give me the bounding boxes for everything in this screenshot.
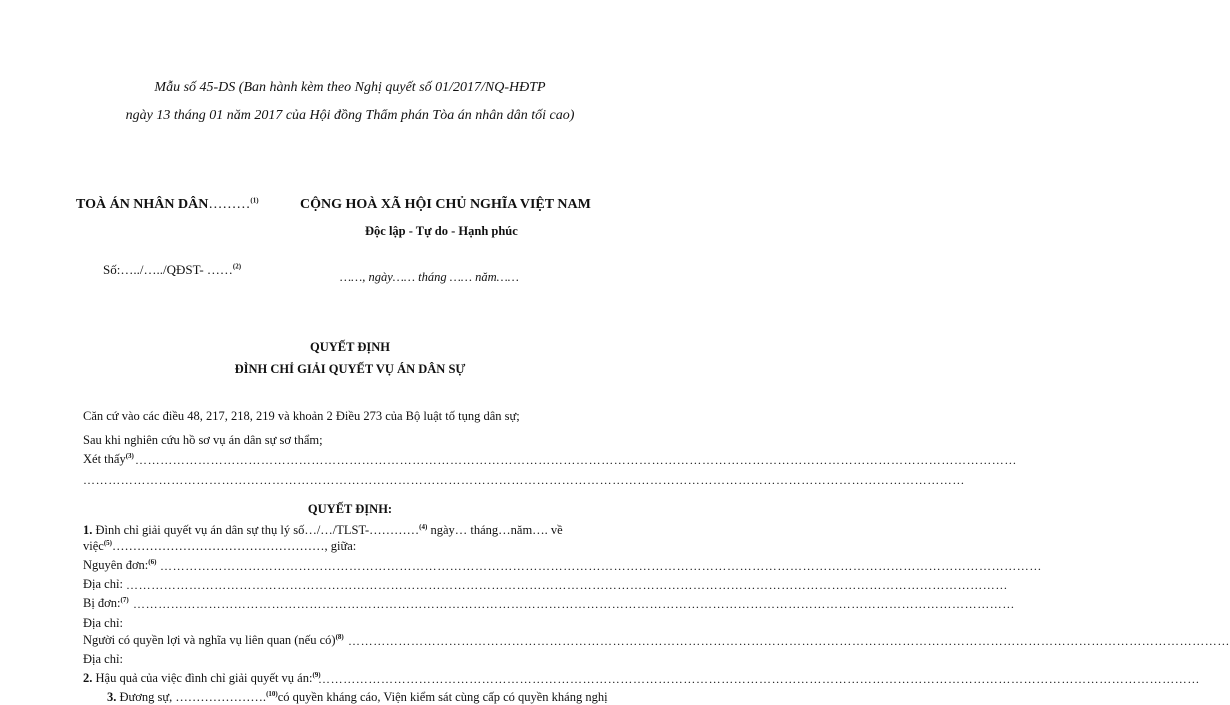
item-3-number: 3. [107, 690, 117, 704]
footnote-5: (5) [103, 538, 112, 547]
court-name [76, 197, 259, 213]
defendant-label-text: Bị đơn: [83, 596, 121, 610]
footnote-10: (10) [266, 689, 278, 698]
decision-number [103, 262, 241, 278]
item-1-tail: ngày… tháng…năm…. về [427, 523, 563, 537]
item-2-number: 2. [83, 671, 93, 685]
item-3-text: Đương sự, …………………. [116, 690, 267, 704]
related-party-fill-line: ………………………………………………………………………………………………………………………………………………………………………………………… [348, 634, 1230, 648]
court-name-dots: ……… [208, 197, 251, 212]
legal-basis: Căn cứ vào các điều 48, 217, 218, 219 và khoản 2 Điều 273 của Bộ luật tố tụng dân sự; [83, 409, 520, 423]
item-3 [107, 690, 608, 705]
item-3-tail: có quyền kháng cáo, Viện kiểm sát cùng cấp có quyền kháng nghị [277, 690, 608, 704]
footnote-8: (8) [335, 632, 344, 641]
template-reference-line1: Mẫu số 45-DS (Ban hành kèm theo Nghị quyết số 01/2017/NQ-HĐTP [154, 80, 546, 95]
plaintiff-label-text: Nguyên đơn: [83, 558, 149, 572]
item-1-number: 1. [83, 523, 93, 537]
nation-name: CỘNG HOÀ XÃ HỘI CHỦ NGHĨA VIỆT NAM [300, 197, 591, 212]
item-1 [83, 523, 563, 538]
defendant-fill-line: ………………………………………………………………………………………………………………………………………………………………………………………… [133, 597, 1015, 611]
item-1-line-2-tail: ……………………………………………, giữa: [112, 539, 357, 553]
plaintiff-fill-line: ………………………………………………………………………………………………………………………………………………………………………………………… [160, 559, 1042, 573]
finding-fill-line-2: ………………………………………………………………………………………………………………………………………………………………………………………… [83, 473, 965, 487]
footnote-6: (6) [148, 557, 157, 566]
court-name-text: TOÀ ÁN NHÂN DÂN [76, 197, 209, 212]
item-2-text: Hậu quả của việc đình chỉ giải quyết vụ án: [92, 671, 313, 685]
footnote-4: (4) [419, 522, 428, 531]
national-motto: Độc lập - Tự do - Hạnh phúc [365, 224, 518, 238]
footnote-7: (7) [120, 595, 129, 604]
finding-label-text: Xét thấy [83, 452, 126, 466]
plaintiff-address-label: Địa chỉ: [83, 577, 123, 591]
decision-title: QUYẾT ĐỊNH [310, 340, 390, 354]
footnote-9: (9) [312, 670, 321, 679]
item-1-line-2 [83, 539, 356, 554]
defendant-label [83, 596, 129, 611]
decision-heading: QUYẾT ĐỊNH: [307, 502, 393, 516]
plaintiff-address-fill-line: ………………………………………………………………………………………………………………………………………………………………………………………… [126, 578, 1008, 592]
finding-fill-line: ………………………………………………………………………………………………………………………………………………………………………………………… [135, 453, 1017, 467]
decision-subtitle: ĐÌNH CHỈ GIẢI QUYẾT VỤ ÁN DÂN SỰ [234, 362, 466, 376]
related-party-label [83, 633, 344, 648]
decision-number-text: Số:…../…../QĐST- …… [103, 262, 233, 277]
related-party-label-text: Người có quyền lợi và nghĩa vụ liên quan (nếu có) [83, 633, 336, 647]
case-review: Sau khi nghiên cứu hồ sơ vụ án dân sự sơ thẩm; [83, 433, 323, 447]
item-2 [83, 671, 321, 686]
item-1-line-2-prefix: việc [83, 539, 104, 553]
item-1-text: Đình chỉ giải quyết vụ án dân sự thụ lý số…/…/TLST-………… [92, 523, 420, 537]
footnote-3: (3) [125, 451, 134, 460]
date-line: ……, ngày…… tháng …… năm…… [340, 270, 519, 284]
footnote-1: (1) [250, 196, 259, 205]
finding-label [83, 452, 134, 467]
related-party-address-label: Địa chỉ: [83, 652, 123, 666]
footnote-2: (2) [232, 262, 242, 271]
defendant-address-label: Địa chỉ: [83, 616, 123, 630]
item-2-fill-line: ………………………………………………………………………………………………………………………………………………………………………………………… [318, 672, 1200, 686]
plaintiff-label [83, 558, 156, 573]
template-reference-line2: ngày 13 tháng 01 năm 2017 của Hội đồng Thẩm phán Tòa án nhân dân tối cao) [125, 108, 575, 123]
